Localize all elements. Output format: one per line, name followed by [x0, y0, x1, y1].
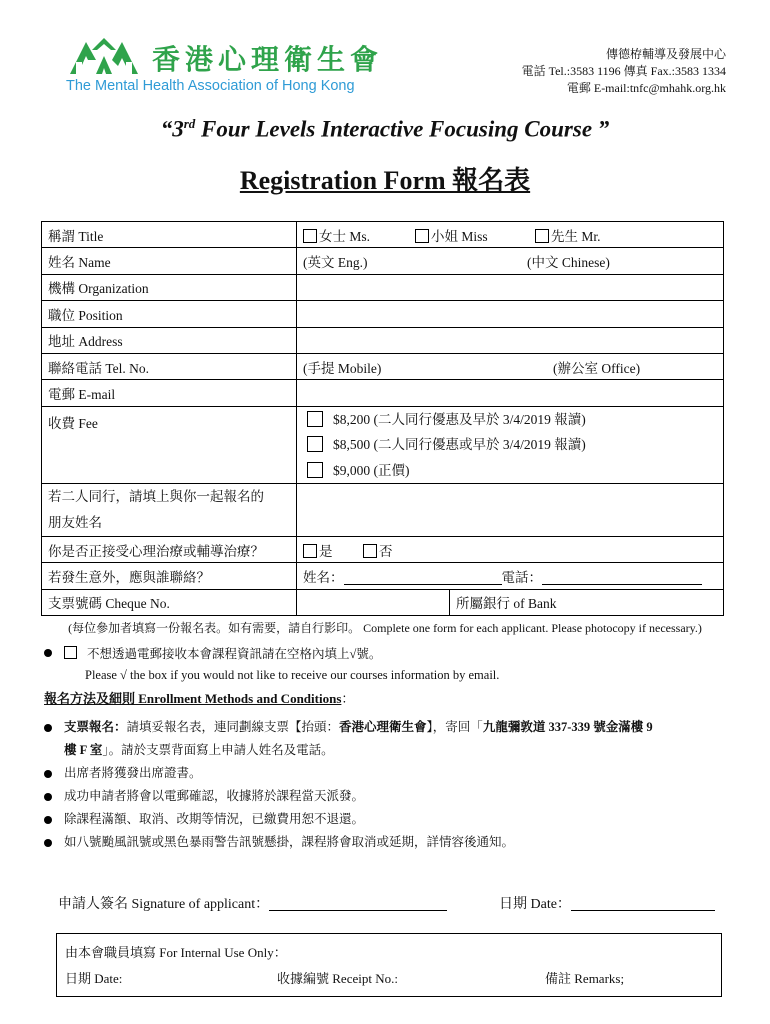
cheque-method-text-1: 請填妥報名表，連同劃線支票【抬頭：	[126, 720, 340, 734]
logo-english-name: The Mental Health Association of Hong Kong	[66, 78, 355, 94]
course-title	[0, 116, 770, 143]
fee-8200-label: $8,200 (二人同行優惠及早於 3/4/2019 報讀)	[333, 411, 586, 427]
address-field[interactable]	[297, 327, 724, 353]
methods-list	[44, 716, 734, 854]
bullet-icon	[44, 770, 52, 778]
logo-chinese-name: 香港心理衛生會	[152, 43, 384, 76]
title-options	[297, 222, 724, 248]
method-item-certificate	[44, 762, 734, 785]
friend-label-line-2: 朋友姓名	[48, 514, 102, 530]
therapy-label: 你是否正接受心理治療或輔導治療？	[42, 536, 297, 562]
optout-checkbox[interactable]	[64, 646, 77, 659]
signature-date-label: 日期 Date：	[499, 897, 571, 912]
title-option-mr[interactable]	[535, 225, 601, 245]
organization-label: 機構 Organization	[42, 274, 297, 300]
title-ms-label: 女士 Ms.	[319, 228, 371, 244]
position-row	[42, 301, 724, 327]
optout-line-1	[44, 644, 499, 665]
title-label: 稱謂 Title	[42, 222, 297, 248]
method-text: 出席者將獲發出席證書。	[64, 766, 202, 780]
course-title-sup: rd	[183, 116, 196, 131]
course-title-rest: Four Levels Interactive Focusing Course ”	[195, 116, 610, 142]
address-row	[42, 327, 724, 353]
checkbox-therapy-yes[interactable]	[303, 544, 317, 558]
tel-label: 聯絡電話 Tel. No.	[42, 353, 297, 379]
method-text: 成功申請者將會以電郵確認，收據將於課程當天派發。	[64, 789, 365, 803]
bullet-icon	[44, 649, 52, 657]
method-item-refund	[44, 808, 734, 831]
cheque-no-field[interactable]	[297, 589, 450, 615]
bullet-icon	[44, 839, 52, 847]
signature-section	[58, 893, 738, 913]
method-text: 除課程滿額、取消、改期等情況，已繳費用恕不退還。	[64, 812, 365, 826]
name-field[interactable]	[297, 248, 724, 274]
therapy-yes-label: 是	[319, 543, 333, 559]
name-label: 姓名 Name	[42, 248, 297, 274]
emergency-row	[42, 563, 724, 589]
internal-receipt-label: 收據編號 Receipt No.:	[277, 971, 398, 986]
phone-fax: 電話 Tel.:3583 1196 傳真 Fax.:3583 1334	[521, 64, 726, 78]
methods-heading-en: Enrollment Methods and Conditions	[135, 691, 342, 706]
therapy-no-label: 否	[379, 543, 393, 559]
bullet-icon	[44, 816, 52, 824]
bullet-icon	[44, 724, 52, 732]
title-option-miss[interactable]	[415, 225, 535, 245]
emergency-name-line[interactable]	[344, 570, 502, 585]
cheque-row	[42, 589, 724, 615]
name-chi-hint: (中文 Chinese)	[527, 255, 610, 271]
checkbox-mr[interactable]	[535, 229, 549, 243]
tel-office-hint: (辦公室 Office)	[553, 360, 641, 376]
tel-mobile-hint: (手提 Mobile)	[303, 360, 382, 376]
title-miss-label: 小姐 Miss	[431, 228, 488, 244]
name-eng-hint: (英文 Eng.)	[303, 255, 368, 271]
methods-heading	[44, 688, 354, 707]
fee-option-9000[interactable]	[303, 458, 717, 483]
optout-text-cn: 不想透過電郵接收本會課程資訊請在空格內填上√號。	[87, 647, 382, 661]
position-label: 職位 Position	[42, 301, 297, 327]
tel-row	[42, 353, 724, 379]
bullet-icon	[44, 793, 52, 801]
address-label: 地址 Address	[42, 327, 297, 353]
cheque-label: 支票號碼 Cheque No.	[42, 589, 297, 615]
therapy-options	[297, 536, 724, 562]
title-option-ms[interactable]	[303, 225, 415, 245]
checkbox-fee-8200[interactable]	[307, 411, 323, 427]
title-mr-label: 先生 Mr.	[551, 228, 601, 244]
emergency-tel-label: 電話：	[501, 569, 542, 585]
emergency-name-label: 姓名：	[303, 569, 344, 585]
cheque-method-title: 支票報名：	[64, 720, 127, 734]
cheque-method-text-3: 」。請於支票背面寫上申請人姓名及電話。	[102, 743, 334, 757]
form-title-text: Registration Form 報名表	[239, 166, 531, 195]
therapy-row	[42, 536, 724, 562]
name-row	[42, 248, 724, 274]
fee-option-8200[interactable]	[303, 407, 717, 432]
photocopy-note: (每位參加者填寫一份報名表。如有需要，請自行影印。 Complete one form for each applicant. Please photocopy if necessary.)	[68, 621, 702, 635]
applicant-signature-label: 申請人簽名 Signature of applicant：	[58, 897, 270, 912]
checkbox-ms[interactable]	[303, 229, 317, 243]
email-row	[42, 380, 724, 406]
contact-email: 電郵 E-mail:tnfc@mhahk.org.hk	[566, 81, 726, 95]
emergency-label: 若發生意外，應與誰聯絡？	[42, 563, 297, 589]
methods-heading-colon: ：	[341, 691, 355, 706]
checkbox-fee-9000[interactable]	[307, 462, 323, 478]
applicant-signature-line[interactable]	[269, 896, 447, 911]
organization-field[interactable]	[297, 274, 724, 300]
registration-table	[41, 221, 724, 616]
contact-info	[522, 46, 726, 97]
checkbox-fee-8500[interactable]	[307, 436, 323, 452]
friend-row	[42, 483, 724, 536]
emergency-contact-field[interactable]	[297, 563, 724, 589]
fee-options	[297, 406, 724, 483]
checkbox-miss[interactable]	[415, 229, 429, 243]
cheque-payee: 香港心理衛生會	[339, 720, 427, 734]
checkbox-therapy-no[interactable]	[363, 544, 377, 558]
bank-label: 所屬銀行 of Bank	[456, 596, 557, 612]
method-text: 如八號颱風訊號或黑色暴雨警告訊號懸掛，課程將會取消或延期，詳情容後通知。	[64, 835, 515, 849]
method-item-confirmation	[44, 785, 734, 808]
fee-8500-label: $8,500 (二人同行優惠或早於 3/4/2019 報讀)	[333, 437, 586, 453]
form-title	[0, 160, 770, 197]
email-label: 電郵 E-mail	[42, 380, 297, 406]
mailing-address-room: 樓 F 室	[64, 743, 103, 757]
position-field[interactable]	[297, 301, 724, 327]
course-title-start: “3	[160, 116, 184, 142]
tel-field[interactable]	[297, 353, 724, 379]
friend-name-field[interactable]	[297, 483, 724, 536]
method-item-cheque	[44, 716, 734, 762]
bank-field[interactable]	[450, 589, 724, 615]
association-logo	[66, 36, 384, 98]
optout-text-en: Please √ the box if you would not like to receive our courses information by email.	[85, 668, 500, 682]
method-item-weather	[44, 831, 734, 854]
cheque-method-text-2: 】，寄回「	[426, 720, 483, 734]
internal-use-title: 由本會職員填寫 For Internal Use Only：	[65, 945, 287, 960]
fee-option-8500[interactable]	[303, 432, 717, 457]
methods-heading-cn: 報名方法及細則	[44, 691, 136, 706]
fee-label: 收費 Fee	[42, 406, 297, 483]
email-optout	[44, 644, 499, 686]
organization-row	[42, 274, 724, 300]
title-row	[42, 222, 724, 248]
fee-row	[42, 406, 724, 483]
signature-date-line[interactable]	[571, 896, 715, 911]
email-field[interactable]	[297, 380, 724, 406]
internal-date-label: 日期 Date:	[65, 971, 123, 986]
internal-remarks-label: 備註 Remarks;	[545, 971, 625, 986]
therapy-yes-option[interactable]	[303, 540, 363, 560]
mailing-address: 九龍彌敦道 337-339 號金滿樓 9	[482, 720, 653, 734]
friend-label	[42, 483, 297, 536]
signature-date	[499, 893, 715, 913]
centre-name: 傳德栫輔導及發展中心	[605, 47, 726, 61]
association-logo-icon	[66, 36, 148, 76]
emergency-tel-line[interactable]	[542, 570, 702, 585]
friend-label-line-1: 若二人同行，請填上與你一起報名的	[48, 488, 264, 504]
internal-use-box	[56, 933, 722, 997]
therapy-no-option[interactable]	[363, 540, 393, 560]
fee-9000-label: $9,000 (正價)	[333, 462, 410, 478]
